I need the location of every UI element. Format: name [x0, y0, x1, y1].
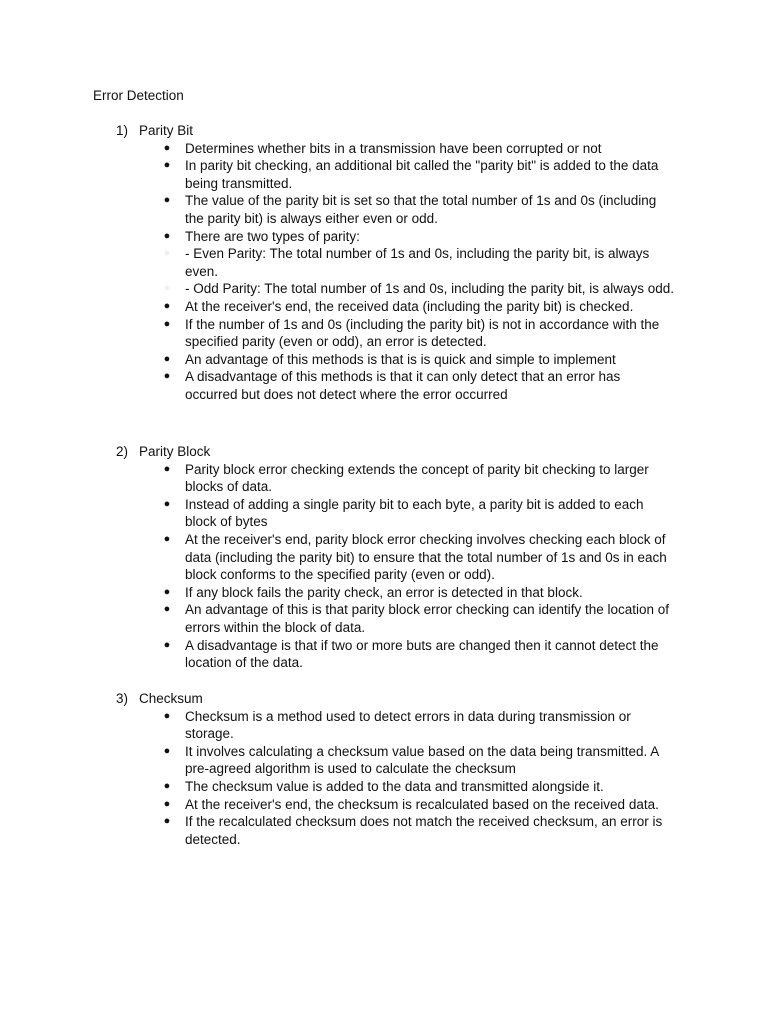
- list-item-text: In parity bit checking, an additional bit called the "parity bit" is added to the data being transmitted.: [185, 158, 659, 191]
- list-item-text: - Odd Parity: The total number of 1s and 0s, including the parity bit, is always odd.: [185, 281, 675, 297]
- list-item: [116, 298, 674, 316]
- list-item: [116, 245, 674, 280]
- bullet-icon: ●: [163, 815, 171, 828]
- bullet-icon: ●: [163, 709, 171, 722]
- list-item: [116, 637, 674, 672]
- section-number: 3): [116, 691, 129, 706]
- list-item-text: Determines whether bits in a transmission have been corrupted or not: [185, 140, 602, 156]
- section-heading: [116, 122, 696, 140]
- list-item-text: There are two types of parity:: [185, 228, 360, 244]
- section-parity-bit: [116, 122, 696, 404]
- list-item-text: Parity block error checking extends the concept of parity bit checking to larger blocks of data.: [185, 461, 649, 495]
- list-item: [116, 778, 674, 796]
- bullet-icon: ●: [163, 370, 171, 383]
- bullet-list: [116, 140, 696, 404]
- document-title: Error Detection: [93, 88, 184, 103]
- bullet-icon: ●: [163, 352, 171, 365]
- list-item: [116, 601, 674, 636]
- section-parity-block: [116, 443, 696, 672]
- list-item-text: At the receiver's end, parity block error checking involves checking each block of data (including the parity bit) to ensure that the total number of 1s and 0s in each block conforms to the specified parity (even or odd).: [185, 531, 667, 583]
- bullet-icon: ●: [163, 779, 171, 792]
- bullet-icon: ●: [163, 603, 171, 616]
- list-item: [116, 316, 674, 351]
- section-heading: [116, 690, 696, 708]
- list-item-text: A disadvantage of this methods is that it can only detect that an error has occurred but does not detect where the error occurred: [185, 369, 621, 402]
- list-item: [116, 228, 674, 246]
- bullet-icon: ●: [163, 194, 171, 207]
- bullet-icon: ●: [163, 585, 171, 598]
- bullet-icon: ●: [163, 497, 171, 510]
- bullet-icon: ●: [163, 299, 171, 312]
- list-item-text: Checksum is a method used to detect errors in data during transmission or storage.: [185, 708, 631, 742]
- list-item-text: An advantage of this is that parity block error checking can identify the location of errors within the block of data.: [185, 602, 670, 635]
- bullet-icon: ●: [163, 159, 171, 172]
- section-checksum: [116, 690, 696, 848]
- bullet-icon: ●: [163, 282, 171, 295]
- list-item-text: The checksum value is added to the data and transmitted alongside it.: [185, 778, 604, 794]
- list-item-text: A disadvantage is that if two or more buts are changed then it cannot detect the location of the data.: [185, 637, 659, 671]
- list-item: [116, 461, 674, 496]
- bullet-icon: ●: [163, 141, 171, 154]
- list-item: [116, 351, 674, 369]
- list-item-text: At the receiver's end, the received data (including the parity bit) is checked.: [185, 298, 634, 314]
- list-item-text: - Even Parity: The total number of 1s and 0s, including the parity bit, is always even.: [185, 246, 650, 279]
- bullet-icon: ●: [163, 532, 171, 545]
- list-item: [116, 368, 674, 403]
- list-item-text: An advantage of this methods is that is is quick and simple to implement: [185, 351, 616, 367]
- list-item-text: It involves calculating a checksum value based on the data being transmitted. A pre-agreed algorithm is used to calculate the checksum: [185, 743, 659, 777]
- list-item-text: If any block fails the parity check, an error is detected in that block.: [185, 584, 583, 600]
- bullet-list: [116, 461, 696, 672]
- section-number: 2): [116, 444, 129, 459]
- list-item-text: If the recalculated checksum does not match the received checksum, an error is detected.: [185, 814, 663, 847]
- list-item-text: The value of the parity bit is set so that the total number of 1s and 0s (including the parity bit) is always either even or odd.: [185, 193, 657, 226]
- list-item: [116, 496, 674, 531]
- bullet-icon: ●: [163, 744, 171, 757]
- list-item: [116, 531, 674, 584]
- list-item: [116, 140, 674, 158]
- list-item: [116, 708, 674, 743]
- list-item-text: At the receiver's end, the checksum is recalculated based on the received data.: [185, 796, 659, 812]
- list-item: [116, 743, 674, 778]
- list-item: [116, 813, 674, 848]
- list-item: [116, 584, 674, 602]
- section-title: Parity Block: [139, 444, 211, 459]
- bullet-icon: ●: [163, 229, 171, 242]
- bullet-icon: ●: [163, 247, 171, 260]
- section-number: 1): [116, 123, 129, 138]
- list-item-text: If the number of 1s and 0s (including the parity bit) is not in accordance with the specified parity (even or odd), an error is detected.: [185, 316, 660, 350]
- bullet-icon: ●: [163, 638, 171, 651]
- list-item: [116, 192, 674, 227]
- list-item: [116, 796, 674, 814]
- list-item-text: Instead of adding a single parity bit to each byte, a parity bit is added to each block of bytes: [185, 496, 644, 530]
- section-heading: [116, 443, 696, 461]
- bullet-icon: ●: [163, 317, 171, 330]
- list-item: [116, 157, 674, 192]
- section-title: Checksum: [139, 691, 203, 706]
- section-title: Parity Bit: [139, 123, 194, 138]
- bullet-list: [116, 708, 696, 849]
- bullet-icon: ●: [163, 797, 171, 810]
- list-item: [116, 280, 674, 298]
- bullet-icon: ●: [163, 462, 171, 475]
